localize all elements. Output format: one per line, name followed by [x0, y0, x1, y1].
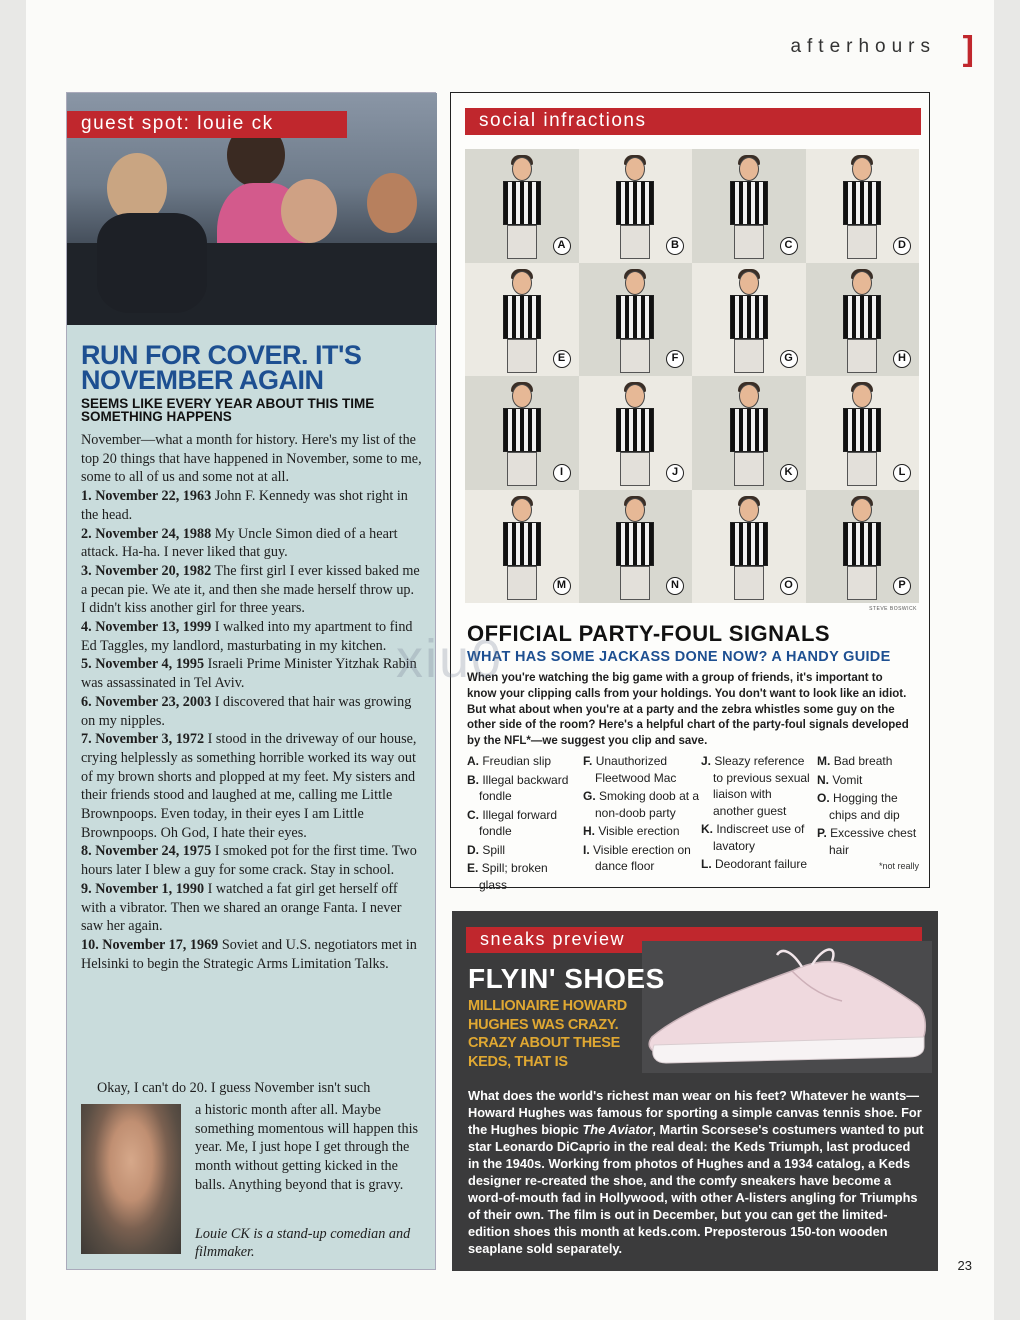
list-item-text: John F. Kennedy was shot right in the head.: [81, 488, 408, 523]
legend-text: Visible erection: [598, 824, 680, 838]
legend-text: Spill; broken glass: [479, 861, 548, 892]
signal-letter: H: [893, 350, 911, 368]
watermark: xiu0: [396, 629, 504, 689]
legend-item: [583, 753, 701, 786]
signal-letter: P: [893, 577, 911, 595]
signal-cell: [579, 376, 693, 490]
guest-article-title: RUN FOR COVER. IT'S NOVEMBER AGAIN: [81, 340, 362, 395]
legend-key: H.: [583, 824, 595, 838]
sneaker-photo: [642, 941, 932, 1073]
signal-cell: [692, 263, 806, 377]
magazine-page: [26, 0, 994, 1320]
signal-cell: [806, 263, 920, 377]
list-item-date: 4. November 13, 1999: [81, 619, 212, 636]
list-item-text: I stood in the driveway of our house, crying helplessly as something horrible worked its way out of my brown shorts and plopped at my feet. My sisters and their friends stood and laughed at me, calling me Little Brownpoops. Even today, in their eyes I am Little Brownpoops. Oh God, I hate their eyes.: [81, 731, 417, 841]
legend-item: [583, 842, 701, 875]
legend-key: A.: [467, 754, 479, 768]
signal-cell: [692, 376, 806, 490]
signal-cell: [806, 490, 920, 604]
list-item-date: 10. November 17, 1969: [81, 936, 219, 953]
referee-figure: [612, 384, 658, 484]
signal-letter: B: [666, 237, 684, 255]
legend-text: Freudian slip: [482, 754, 552, 768]
sneaks-body-part-2: , Martin Scorsese's costumers wanted to put star Leonardo DiCaprio in the real deal: the Keds Triumph, last produced in the 1940s. Working from photos of Hughes and a 1934 catalog, a Keds designer re-created the shoe, and the comfy sneakers have become a word-of-mouth fad in Hollywood, with other A-listers angling for Triumphs of their own. The film is out in December, but you can get the limited-edition shoes this month at keds.com. Preposterous 150-ton wooden seaplane sold separately.: [468, 1122, 924, 1256]
legend-text: Vomit: [832, 772, 863, 787]
legend-column-3: [701, 753, 815, 875]
signal-letter: J: [666, 464, 684, 482]
list-item: [81, 618, 422, 655]
legend-item: [467, 807, 579, 840]
signal-cell: [579, 490, 693, 604]
legend-key: M.: [817, 754, 831, 768]
legend-item: [583, 788, 701, 821]
list-item-text: Soviet and U.S. negotiators met in Helsinki to begin the Strategic Arms Limitation Talks.: [81, 936, 417, 972]
legend-column-1: [467, 753, 579, 895]
signal-letter: M: [553, 577, 571, 595]
guest-spot-tag: guest spot: louie ck: [67, 111, 347, 138]
referee-figure: [839, 157, 885, 257]
list-item: [81, 693, 422, 730]
guest-article-deck: SEEMS LIKE EVERY YEAR ABOUT THIS TIME SOMETHING HAPPENS: [81, 396, 375, 424]
referee-figure: [839, 271, 885, 371]
legend-key: P.: [817, 826, 827, 840]
sneaks-title: FLYIN' SHOES: [468, 963, 665, 994]
list-item-date: 5. November 4, 1995: [81, 656, 205, 673]
referee-figure: [612, 157, 658, 257]
legend-item: [467, 753, 579, 770]
referee-figure: [499, 271, 545, 371]
signal-cell: [465, 263, 579, 377]
legend-item: [817, 772, 919, 789]
list-item-text: Israeli Prime Minister Yitzhak Rabin was assassinated in Tel Aviv.: [81, 656, 417, 692]
list-item-date: 7. November 3, 1972: [81, 731, 205, 748]
legend-text: Sleazy reference to previous sexual liaison with another guest: [713, 754, 810, 818]
signal-cell: [692, 149, 806, 263]
article-outro: Okay, I can't do 20. I guess November isn't such: [97, 1080, 371, 1096]
list-item-date: 2. November 24, 1988: [81, 525, 212, 542]
referee-figure: [839, 498, 885, 598]
sneaks-preview-tag: sneaks preview: [466, 927, 922, 953]
author-headshot: [81, 1104, 181, 1254]
legend-item: [467, 772, 579, 805]
illustration-credit: STEVE BOSWICK: [869, 606, 917, 612]
signal-letter: D: [893, 237, 911, 255]
referee-figure: [726, 271, 772, 371]
sneaks-body: [468, 1087, 924, 1257]
legend-key: O.: [817, 791, 830, 805]
referee-figure: [499, 498, 545, 598]
list-item-date: 6. November 23, 2003: [81, 693, 212, 710]
social-infractions-panel: [450, 92, 930, 892]
list-item-date: 8. November 24, 1975: [81, 843, 212, 860]
legend-key: E.: [467, 861, 479, 875]
sneaks-preview-panel: [452, 911, 938, 1271]
legend-text: Smoking doob at a non-doob party: [595, 789, 700, 820]
list-item: [81, 525, 422, 562]
legend-text: Indiscreet use of lavatory: [713, 822, 805, 853]
legend-text: Spill: [482, 842, 506, 857]
legend-key: I.: [583, 842, 590, 857]
legend-text: Hogging the chips and dip: [829, 791, 900, 822]
guest-article-body: [81, 431, 422, 973]
legend-text: Illegal forward fondle: [479, 807, 558, 838]
signal-letter: K: [780, 464, 798, 482]
list-item: [81, 936, 422, 973]
legend-key: D.: [467, 842, 479, 857]
list-item-text: I watched a fat girl get herself off with a vibrator. Then we shared an orange Fanta. I never saw her again.: [81, 880, 402, 935]
sneaks-body-part-1: What does the world's richest man wear on his feet? Whatever he wants—Howard Hughes was famous for sporting a simple canvas tennis shoe. For the Hughes biopic: [468, 1088, 922, 1137]
signal-cell: [806, 376, 920, 490]
list-item-date: 1. November 22, 1963: [81, 488, 212, 505]
footnote: *not really: [878, 861, 919, 871]
list-item-date: 3. November 20, 1982: [81, 562, 212, 579]
signal-cell: [806, 149, 920, 263]
list-item-text: I walked into my apartment to find Ed Taggles, my landlord, masturbating in my kitchen.: [81, 619, 413, 654]
signal-letter: F: [666, 350, 684, 368]
social-infractions-tag: social infractions: [465, 108, 921, 135]
legend-item: [701, 821, 815, 854]
referee-figure: [726, 498, 772, 598]
legend-key: K.: [701, 822, 713, 836]
signals-intro: When you're watching the big game with a group of friends, it's important to know your clipping calls from your holdings. You don't want to look like an idiot. But what about when you're at a party and the zebra whistles some guy on the other side of the room? Here's a helpful chart of the party-foul signals developed by the NFL*—we suggest you clip and save.: [467, 672, 909, 748]
signal-letter: C: [780, 237, 798, 255]
legend-item: [467, 860, 579, 893]
list-item: [81, 655, 422, 692]
list-item-date: 9. November 1, 1990: [81, 880, 205, 897]
legend-text: Deodorant failure: [715, 857, 808, 871]
legend-key: B.: [467, 772, 479, 787]
signal-letter: E: [553, 350, 571, 368]
signal-letter: N: [666, 577, 684, 595]
legend-key: N.: [817, 772, 829, 787]
signal-letter: L: [893, 464, 911, 482]
section-bracket: ]: [962, 30, 974, 68]
signal-cell: [465, 149, 579, 263]
legend-column-4: [817, 753, 919, 860]
signals-deck: WHAT HAS SOME JACKASS DONE NOW? A HANDY GUIDE: [467, 649, 891, 665]
legend-key: L.: [701, 857, 712, 871]
legend-item: [701, 753, 815, 819]
signal-cell: [579, 149, 693, 263]
legend-key: C.: [467, 807, 479, 822]
referee-figure: [726, 384, 772, 484]
page-number: 23: [957, 1258, 972, 1273]
author-credit: Louie CK is a stand-up comedian and filmmaker.: [195, 1226, 411, 1260]
legend-text: Visible erection on dance floor: [593, 842, 691, 873]
list-item: [81, 562, 422, 618]
list-item: [81, 487, 422, 524]
signal-cell: [465, 376, 579, 490]
referee-figure: [726, 157, 772, 257]
referee-signal-grid: [465, 149, 919, 603]
article-outro-continued: a historic month after all. Maybe something momentous will happen this year. Me, I just hope I get through the month without getting kicked in the balls. Anything beyond that is gravy.: [195, 1102, 419, 1193]
legend-item: [467, 842, 579, 859]
referee-figure: [839, 384, 885, 484]
list-item: [81, 842, 422, 879]
legend-key: J.: [701, 754, 712, 768]
guest-spot-panel: [66, 92, 436, 1270]
signal-cell: [579, 263, 693, 377]
list-item: [81, 880, 422, 936]
legend-item: [817, 753, 919, 770]
legend-item: [817, 790, 919, 823]
list-item-text: The first girl I ever kissed baked me a pecan pie. We ate it, and then she made herself throw up. I didn't kiss another girl for three years.: [81, 562, 420, 617]
referee-figure: [612, 271, 658, 371]
film-title: The Aviator: [582, 1122, 653, 1137]
signal-cell: [465, 490, 579, 604]
article-intro: November—what a month for history. Here's my list of the top 20 things that have happened in November, some to me, some to all of us and some not at all.: [81, 432, 422, 486]
referee-figure: [612, 498, 658, 598]
list-item: [81, 730, 422, 842]
section-running-head: afterhours: [790, 36, 936, 57]
legend-key: F.: [583, 754, 593, 768]
signals-title: OFFICIAL PARTY-FOUL SIGNALS: [467, 621, 831, 646]
referee-figure: [499, 157, 545, 257]
signal-letter: A: [553, 237, 571, 255]
list-item-text: I smoked pot for the first time. Two hours later I blew a guy for some crack. Stay in school.: [81, 843, 417, 879]
legend-key: G.: [583, 789, 596, 803]
legend-item: [817, 825, 919, 858]
legend-text: Unauthorized Fleetwood Mac: [595, 754, 677, 785]
list-item-text: I discovered that hair was growing on my nipples.: [81, 693, 412, 729]
signal-letter: O: [780, 577, 798, 595]
legend-text: Bad breath: [833, 754, 893, 768]
legend-item: [701, 856, 815, 873]
legend-item: [583, 823, 701, 840]
signal-letter: I: [553, 464, 571, 482]
legend-text: Illegal backward fondle: [479, 772, 569, 803]
referee-figure: [499, 384, 545, 484]
legend-column-2: [583, 753, 701, 877]
list-item-text: My Uncle Simon died of a heart attack. Ha-ha. I never liked that guy.: [81, 525, 398, 561]
signal-letter: G: [780, 350, 798, 368]
legend-text: Excessive chest hair: [829, 826, 917, 857]
sneaks-deck: MILLIONAIRE HOWARD HUGHES WAS CRAZY. CRAZY ABOUT THESE KEDS, THAT IS: [468, 998, 627, 1070]
signal-cell: [692, 490, 806, 604]
